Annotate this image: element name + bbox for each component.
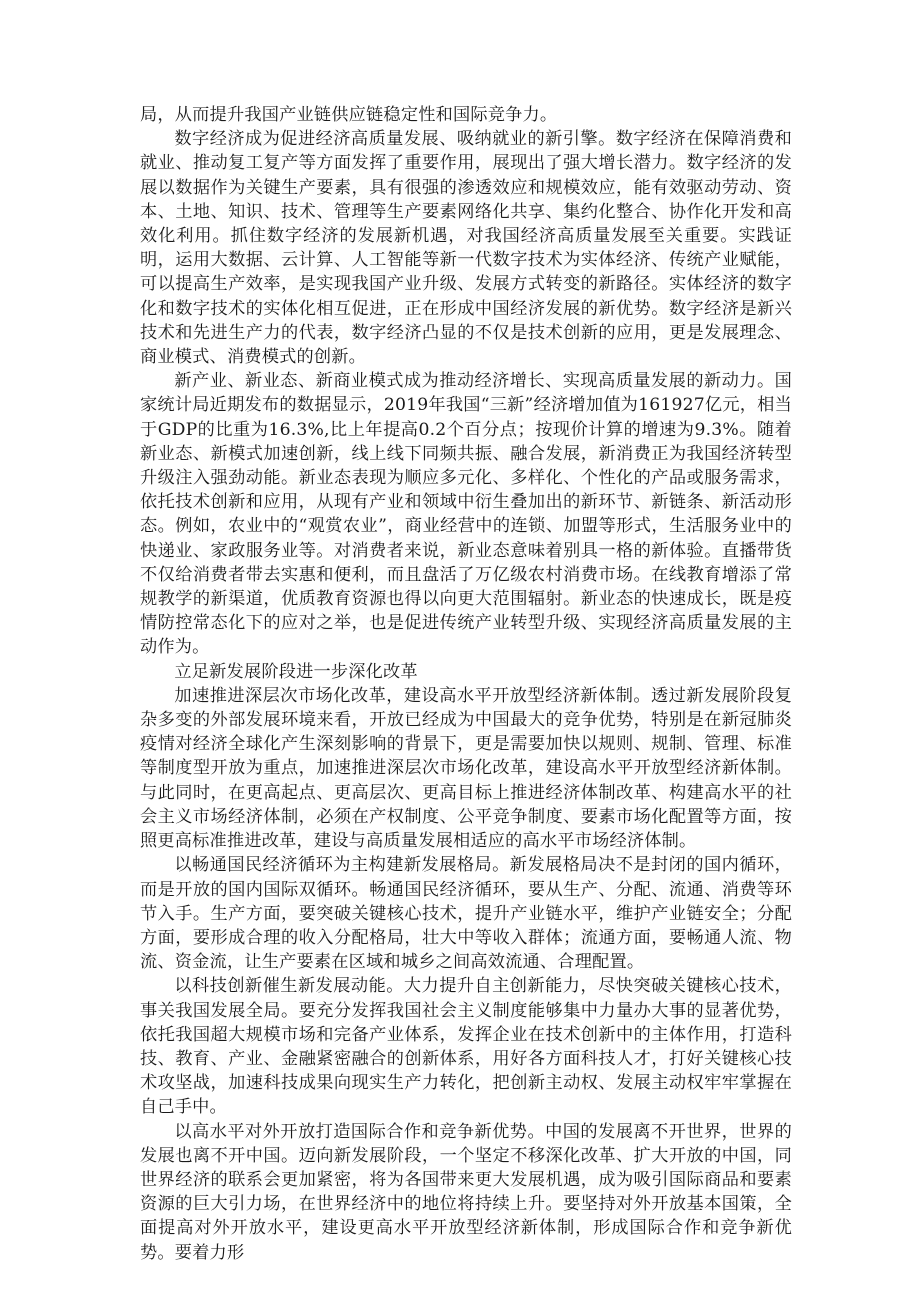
paragraph-continuation: 局，从而提升我国产业链供应链稳定性和国际竞争力。 (140, 105, 558, 125)
paragraph-digital-economy: 数字经济成为促进经济高质量发展、吸纳就业的新引擎。数字经济在保障消费和就业、推动复工复产等方面发挥了重要作用，展现出了强大增长潜力。数字经济的发展以数据作为关键生产要素，具有很强的渗透效应和规模效应，能有效驱动劳动、资本、土地、知识、技术、管理等生产要素网络化共享、集约化整合、协作化开发和高效化利用。抓住数字经济的发展新机遇，对我国经济高质量发展至关重要。实践证明，运用大数据、云计算、人工智能等新一代数字技术为实体经济、传统产业赋能，可以提高生产效率，是实现我国产业升级、发展方式转变的新路径。实体经济的数字化和数字技术的实体化相互促进，正在形成中国经济发展的新优势。数字经济是新兴技术和先进生产力的代表，数字经济凸显的不仅是技术创新的应用，更是发展理念、商业模式、消费模式的创新。 (140, 129, 792, 368)
paragraph-market-reform: 加速推进深层次市场化改革，建设高水平开放型经济新体制。透过新发展阶段复杂多变的外部发展环境来看，开放已经成为中国最大的竞争优势，特别是在新冠肺炎疫情对经济全球化产生深刻影响的背景下，更是需要加快以规则、规制、管理、标准等制度型开放为重点，加速推进深层次市场化改革，建设高水平开放型经济新体制。与此同时，在更高起点、更高层次、更高目标上推进经济体制改革、构建高水平的社会主义市场经济体制，必须在产权制度、公平竞争制度、要素市场化配置等方面，按照更高标准推进改革，建设与高质量发展相适应的高水平市场经济体制。 (140, 685, 792, 852)
section-heading: 立足新发展阶段进一步深化改革 (174, 661, 418, 682)
document-page (140, 103, 792, 1283)
paragraph-new-industries: 新产业、新业态、新商业模式成为推动经济增长、实现高质量发展的新动力。国家统计局近期发布的数据显示，2019年我国“三新”经济增加值为161927亿元，相当于GDP的比重为16.3%,比上年提高0.2个百分点；按现价计算的增速为9.3%。随着新业态、新模式加速创新，线上线下同频共振、融合发展，新消费正为我国经济转型升级注入强劲动能。新业态表现为顺应多元化、多样化、个性化的产品或服务需求，依托技术创新和应用，从现有产业和领域中衍生叠加出的新环节、新链条、新活动形态。例如，农业中的“观赏农业”，商业经营中的连锁、加盟等形式，生活服务业中的快递业、家政服务业等。对消费者来说，新业态意味着别具一格的新体验。直播带货不仅给消费者带去实惠和便利，而且盘活了万亿级农村消费市场。在线教育增添了常规教学的新渠道，优质教育资源也得以向更大范围辐射。新业态的快速成长，既是疫情防控常态化下的应对之举，也是促进传统产业转型升级、实现经济高质量发展的主动作为。 (140, 371, 792, 658)
paragraph-opening-up: 以高水平对外开放打造国际合作和竞争新优势。中国的发展离不开世界，世界的发展也离不开中国。迈向新发展阶段，一个坚定不移深化改革、扩大开放的中国，同世界经济的联系会更加紧密，将为各国带来更大发展机遇，成为吸引国际商品和要素资源的巨大引力场，在世界经济中的地位将持续上升。要坚持对外开放基本国策，全面提高对外开放水平，建设更高水平开放型经济新体制，形成国际合作和竞争新优势。要着力形 (140, 1121, 792, 1263)
paragraph-economic-circulation: 以畅通国民经济循环为主构建新发展格局。新发展格局决不是封闭的国内循环，而是开放的国内国际双循环。畅通国民经济循环，要从生产、分配、流通、消费等环节入手。生产方面，要突破关键核心技术，提升产业链水平，维护产业链安全；分配方面，要形成合理的收入分配格局，壮大中等收入群体；流通方面，要畅通人流、物流、资金流，让生产要素在区域和城乡之间高效流通、合理配置。 (140, 855, 792, 973)
paragraph-tech-innovation: 以科技创新催生新发展动能。大力提升自主创新能力，尽快突破关键核心技术，事关我国发展全局。要充分发挥我国社会主义制度能够集中力量办大事的显著优势，依托我国超大规模市场和完备产业体系，发挥企业在技术创新中的主体作用，打造科技、教育、产业、金融紧密融合的创新体系，用好各方面科技人才，打好关键核心技术攻坚战，加速科技成果向现实生产力转化，把创新主动权、发展主动权牢牢掌握在自己手中。 (140, 976, 792, 1118)
